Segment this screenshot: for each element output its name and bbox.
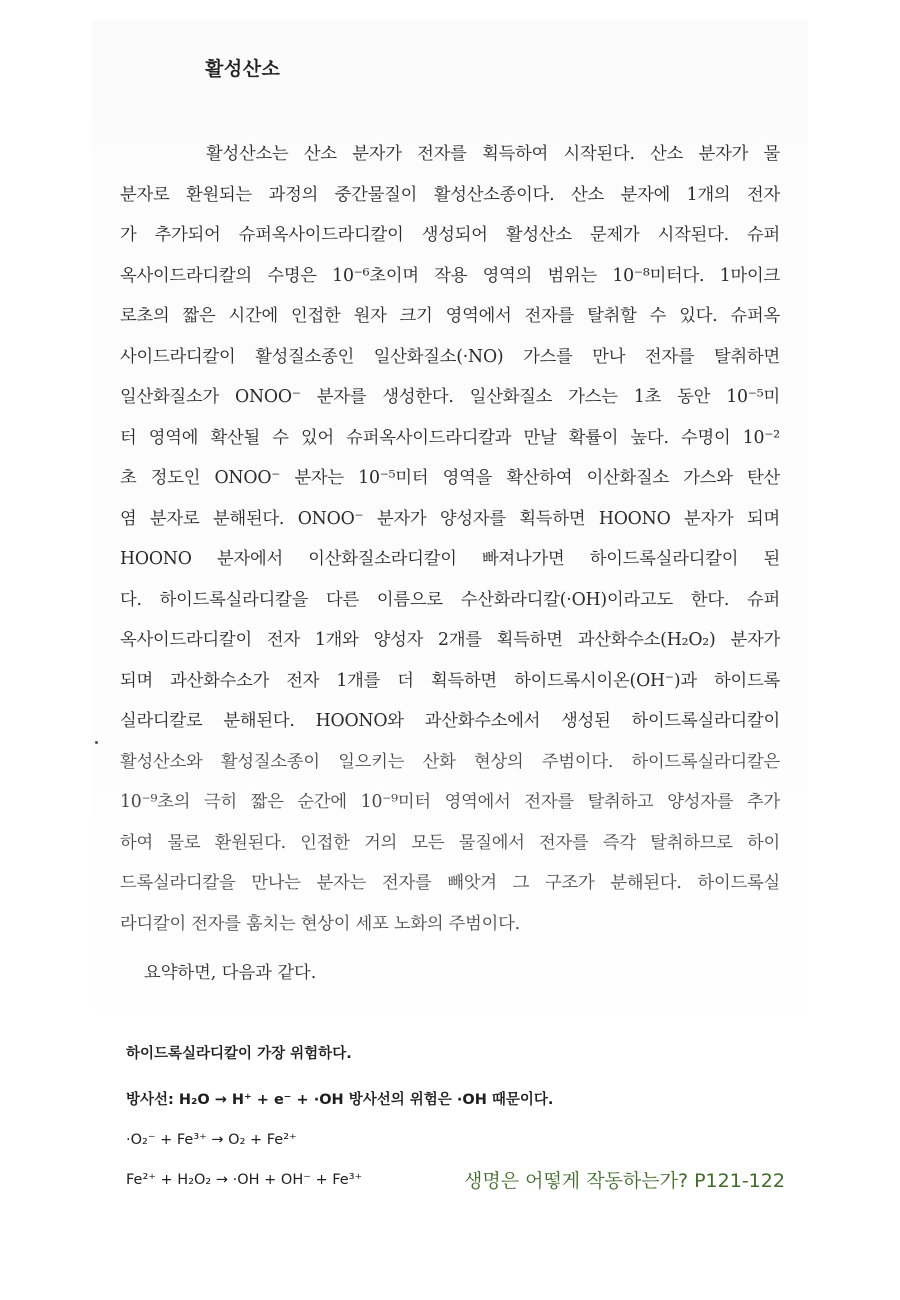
source-citation: 생명은 어떻게 작동하는가? P121-122 bbox=[464, 1170, 785, 1192]
section-title: 활성산소 bbox=[205, 58, 281, 80]
paragraph-line: 라디칼이 전자를 훔치는 현상이 세포 노화의 주범이다. bbox=[120, 913, 520, 934]
paragraph-line: HOONO 분자에서 이산화질소라디칼이 빠져나가면 하이드록실라디칼이 된 bbox=[120, 549, 780, 569]
paragraph-line: 사이드라디칼이 활성질소종인 일산화질소(·NO) 가스를 만나 전자를 탈취하면 bbox=[120, 346, 780, 367]
paragraph-line: 드록실라디칼을 만나는 분자는 전자를 빼앗겨 그 구조가 분해된다. 하이드록실 bbox=[120, 873, 780, 893]
paragraph-line: 실라디칼로 분해된다. HOONO와 과산화수소에서 생성된 하이드록실라디칼이 bbox=[120, 711, 780, 731]
summary-intro: 요약하면, 다음과 같다. bbox=[144, 963, 317, 983]
paragraph-line: 옥사이드라디칼이 전자 1개와 양성자 2개를 획득하면 과산화수소(H₂O₂) 분자가 bbox=[120, 630, 780, 650]
paragraph-line: 분자로 환원되는 과정의 중간물질이 활성산소종이다. 산소 분자에 1개의 전자 bbox=[120, 184, 780, 205]
scan-speck bbox=[95, 741, 98, 744]
paragraph-line: 터 영역에 확산될 수 있어 슈퍼옥사이드라디칼과 만날 확률이 높다. 수명이 10⁻² bbox=[120, 427, 780, 448]
paragraph-line: 활성산소는 산소 분자가 전자를 획득하여 시작된다. 산소 분자가 물 bbox=[206, 144, 780, 164]
equation-line: 방사선: H₂O → H⁺ + e⁻ + ·OH 방사선의 위험은 ·OH 때문이다. bbox=[126, 1092, 554, 1108]
paragraph-line: 염 분자로 분해된다. ONOO⁻ 분자가 양성자를 획득하면 HOONO 분자가 되며 bbox=[120, 508, 780, 529]
paragraph-line: 하여 물로 환원된다. 인접한 거의 모든 물질에서 전자를 즉각 탈취하므로 하이 bbox=[120, 832, 780, 853]
paragraph-line: 옥사이드라디칼의 수명은 10⁻⁶초이며 작용 영역의 범위는 10⁻⁸미터다. 1마이크 bbox=[120, 265, 780, 286]
equation-line: ·O₂⁻ + Fe³⁺ → O₂ + Fe²⁺ bbox=[126, 1132, 297, 1148]
paragraph-line: 되며 과산화수소가 전자 1개를 더 획득하면 하이드록시이온(OH⁻)과 하이드록 bbox=[120, 670, 780, 691]
paragraph-line: 다. 하이드록실라디칼을 다른 이름으로 수산화라디칼(·OH)이라고도 한다. 슈퍼 bbox=[120, 589, 780, 610]
paragraph-line: 활성산소와 활성질소종이 일으키는 산화 현상의 주범이다. 하이드록실라디칼은 bbox=[120, 751, 780, 772]
paragraph-line: 로초의 짧은 시간에 인접한 원자 크기 영역에서 전자를 탈취할 수 있다. 슈퍼옥 bbox=[120, 306, 780, 326]
body-paragraph bbox=[120, 134, 780, 944]
equation-line: Fe²⁺ + H₂O₂ → ·OH + OH⁻ + Fe³⁺ bbox=[126, 1172, 363, 1188]
equation-heading: 하이드록실라디칼이 가장 위험하다. bbox=[126, 1046, 352, 1062]
paragraph-line: 일산화질소가 ONOO⁻ 분자를 생성한다. 일산화질소 가스는 1초 동안 10⁻⁵미 bbox=[120, 387, 780, 407]
paragraph-line: 초 정도인 ONOO⁻ 분자는 10⁻⁵미터 영역을 확산하여 이산화질소 가스와 탄산 bbox=[120, 468, 780, 488]
paragraph-line: 가 추가되어 슈퍼옥사이드라디칼이 생성되어 활성산소 문제가 시작된다. 슈퍼 bbox=[120, 225, 780, 245]
paragraph-line: 10⁻⁹초의 극히 짧은 순간에 10⁻⁹미터 영역에서 전자를 탈취하고 양성자를 추가 bbox=[120, 792, 780, 812]
